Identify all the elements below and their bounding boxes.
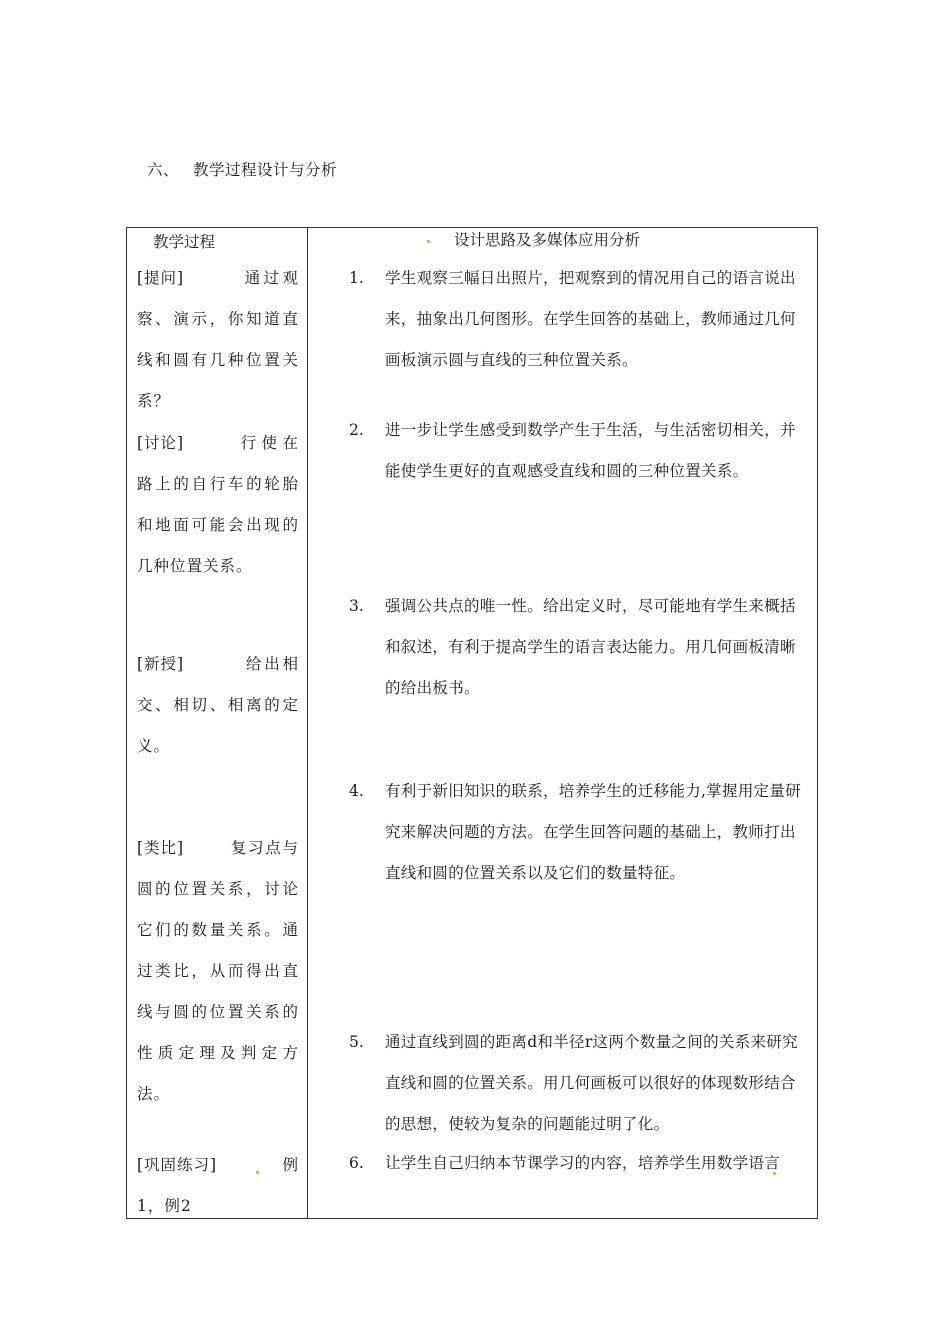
- item-text: 让学生自己归纳本节课学习的内容，培养学生用数学语言: [385, 1154, 781, 1172]
- teaching-process-table: [126, 227, 818, 1219]
- analysis-item: [349, 1143, 811, 1184]
- block-tag: [讨论]: [137, 434, 185, 452]
- item-number: 3.: [349, 597, 364, 615]
- block-text: 行使在路上的自行车的轮胎和地面可能会出现的几种位置关系。: [137, 434, 299, 575]
- analysis-item: [349, 410, 811, 492]
- left-block-practice: [137, 1145, 299, 1227]
- block-text: 复习点与圆的位置关系，讨论它们的数量关系。通过类比，从而得出直线与圆的位置关系的性质定理及判定方法。: [137, 839, 299, 1103]
- left-block-new-lesson: [137, 644, 299, 767]
- block-tag: [巩固练习]: [137, 1156, 218, 1174]
- item-number: 6.: [349, 1154, 364, 1172]
- block-text: 例1，例2: [137, 1156, 299, 1215]
- item-number: 4.: [349, 782, 364, 800]
- left-block-analogy: [137, 828, 299, 1115]
- item-text: 通过直线到圆的距离d和半径r这两个数量之间的关系来研究直线和圆的位置关系。用几何画板可以很好的体现数形结合的思想，使较为复杂的问题能过明了化。: [385, 1033, 798, 1133]
- analysis-item: [349, 586, 811, 709]
- decorative-dot: [773, 1172, 776, 1175]
- item-text: 进一步让学生感受到数学产生于生活，与生活密切相关，并能使学生更好的直观感受直线和圆的三种位置关系。: [385, 421, 796, 480]
- analysis-item: [349, 258, 811, 381]
- section-title: 教学过程设计与分析: [193, 161, 338, 179]
- block-text: 通过观察、演示，你知道直线和圆有几种位置关系？: [137, 269, 299, 410]
- section-number: 六、: [147, 161, 180, 179]
- item-text: 学生观察三幅日出照片，把观察到的情况用自己的语言说出来，抽象出几何图形。在学生回答的基础上，教师通过几何画板演示圆与直线的三种位置关系。: [385, 269, 796, 369]
- block-text: 给出相交、相切、相离的定义。: [137, 655, 299, 755]
- item-text: 有利于新旧知识的联系，培养学生的迁移能力,掌握用定量研究来解决问题的方法。在学生回答问题的基础上，教师打出直线和圆的位置关系以及它们的数量特征。: [385, 782, 802, 882]
- block-tag: [类比]: [137, 839, 185, 857]
- section-heading: [147, 158, 337, 180]
- analysis-item: [349, 771, 811, 894]
- item-number: 1.: [349, 269, 364, 287]
- right-column-header: 设计思路及多媒体应用分析: [454, 231, 641, 249]
- left-block-question: [137, 258, 299, 422]
- left-column-header: 教学过程: [153, 233, 216, 251]
- item-text: 强调公共点的唯一性。给出定义时，尽可能地有学生来概括和叙述，有利于提高学生的语言表达能力。用几何画板清晰的给出板书。: [385, 597, 796, 697]
- decorative-dot: [427, 240, 430, 243]
- item-number: 5.: [349, 1033, 364, 1051]
- block-tag: [新授]: [137, 655, 185, 673]
- analysis-item: [349, 1022, 811, 1145]
- item-number: 2.: [349, 421, 364, 439]
- block-tag: [提问]: [137, 269, 185, 287]
- decorative-dot: [256, 1171, 259, 1174]
- left-block-discussion: [137, 423, 299, 587]
- column-divider: [307, 228, 308, 1218]
